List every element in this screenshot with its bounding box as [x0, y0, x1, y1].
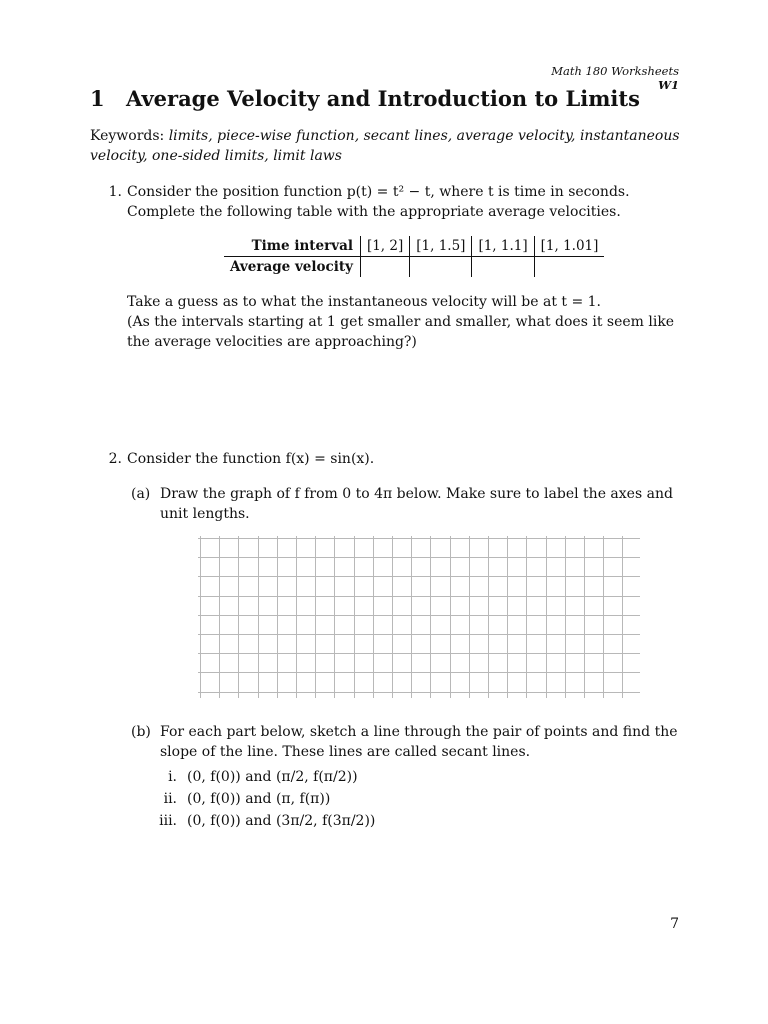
part-a-label: (a): [131, 486, 151, 502]
table-cell-interval: [1, 2]: [360, 236, 409, 257]
subitem-text: (0, f(0)) and (π/2, f(π/2)): [187, 769, 358, 785]
velocity-table: [224, 236, 604, 277]
keywords-label: Keywords:: [90, 128, 165, 144]
part-a-text: Draw the graph of f from 0 to 4π below. Make sure to label the axes and unit lengths.: [160, 486, 673, 522]
table-cell-velocity[interactable]: [472, 257, 534, 278]
question-1-text: Consider the position function p(t) = t² − t, where t is time in seconds. Complete the following table with the appropriate average velocities.: [127, 184, 630, 220]
table-cell-velocity[interactable]: [534, 257, 604, 278]
question-1-guess: [127, 292, 679, 352]
average-velocity-label: Average velocity: [224, 257, 360, 278]
table-cell-velocity[interactable]: [360, 257, 409, 278]
section-number: 1: [90, 86, 105, 111]
subitem-label: i.: [168, 769, 177, 785]
table-cell-interval: [1, 1.01]: [534, 236, 604, 257]
keywords-list: limits, piece-wise function, secant lines, average velocity, instantaneous velocity, one-sided limits, limit laws: [90, 128, 680, 164]
grid-svg: [198, 536, 640, 698]
subitem-text: (0, f(0)) and (π, f(π)): [187, 791, 331, 807]
table-cell-interval: [1, 1.1]: [472, 236, 534, 257]
guess-prompt: Take a guess as to what the instantaneous velocity will be at t = 1.: [127, 294, 602, 310]
part-b-label: (b): [131, 724, 151, 740]
question-1-number: 1.: [108, 184, 122, 200]
table-row: [224, 257, 604, 278]
header-course-title: Math 180 Worksheets: [551, 64, 679, 78]
part-b-text: For each part below, sketch a line through the pair of points and find the slope of the line. These lines are called secant lines.: [160, 724, 678, 760]
guess-hint: (As the intervals starting at 1 get smaller and smaller, what does it seem like the average velocities are approaching?): [127, 314, 675, 350]
question-2-text: Consider the function f(x) = sin(x).: [127, 451, 375, 467]
time-interval-label: Time interval: [224, 236, 360, 257]
graph-grid[interactable]: [198, 536, 640, 702]
page-number: 7: [670, 916, 679, 932]
table-row: [224, 236, 604, 257]
section-title: Average Velocity and Introduction to Limits: [126, 86, 640, 111]
section-heading: [90, 86, 640, 111]
table-cell-velocity[interactable]: [410, 257, 472, 278]
subitem-label: iii.: [159, 813, 177, 829]
table-cell-interval: [1, 1.5]: [410, 236, 472, 257]
subitem-label: ii.: [163, 791, 177, 807]
header-worksheet-code: W1: [658, 78, 679, 92]
keywords: [90, 126, 680, 166]
subitem-text: (0, f(0)) and (3π/2, f(3π/2)): [187, 813, 376, 829]
question-2-number: 2.: [108, 451, 122, 467]
